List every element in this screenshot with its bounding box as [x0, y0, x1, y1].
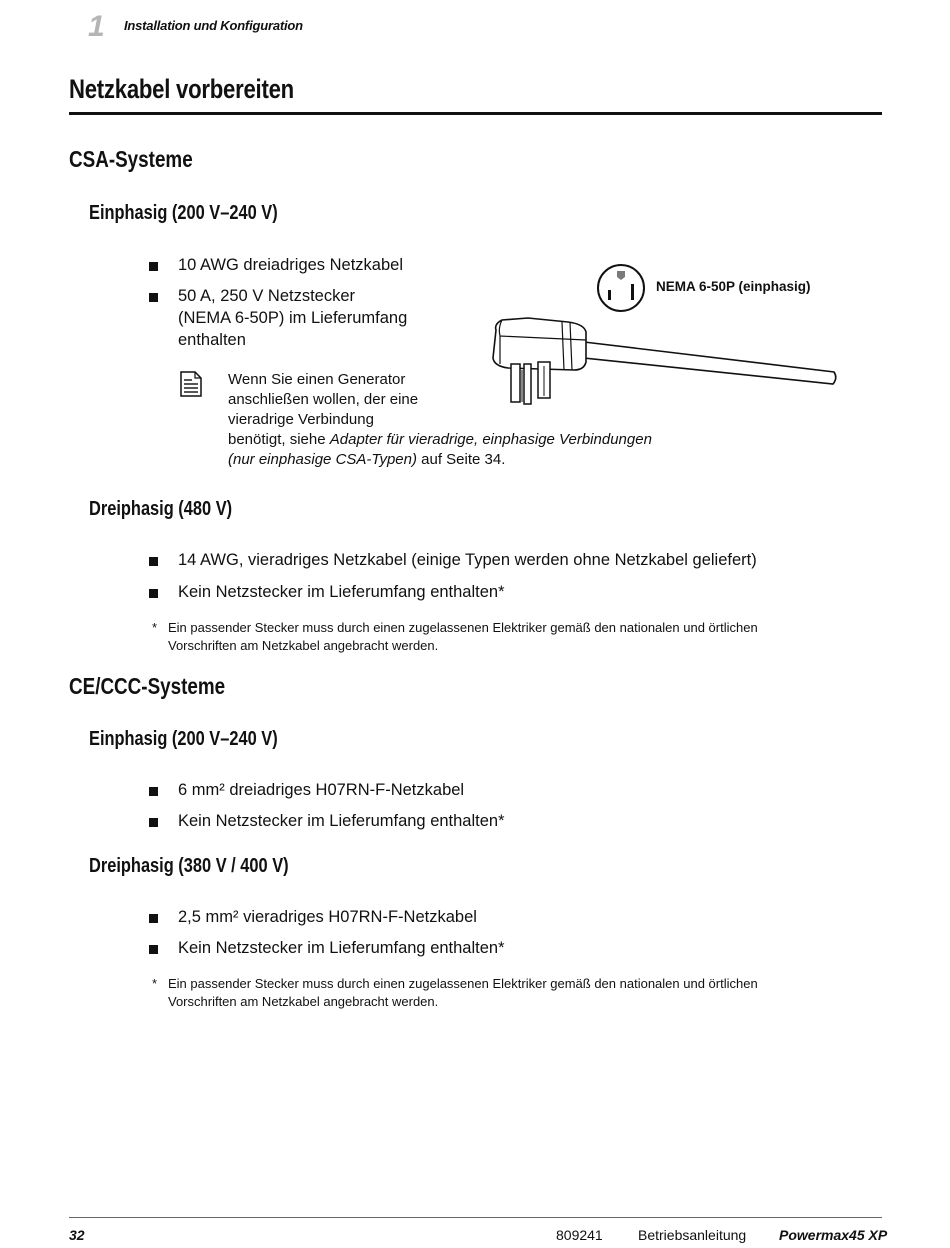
footer-divider — [69, 1217, 882, 1218]
chapter-title: Installation und Konfiguration — [124, 18, 303, 33]
list-item: 14 AWG, vieradriges Netzkabel (einige Typen werden ohne Netzkabel geliefert) — [178, 551, 757, 569]
bullet-marker — [149, 914, 158, 923]
title-divider — [69, 112, 882, 115]
list-item: 10 AWG dreiadriges Netzkabel — [178, 256, 403, 274]
note-line: Wenn Sie einen Generator — [228, 371, 406, 388]
list-item: Kein Netzstecker im Lieferumfang enthalten* — [178, 583, 505, 601]
list-item: Kein Netzstecker im Lieferumfang enthalten* — [178, 939, 505, 957]
list-item — [178, 285, 407, 351]
footnote — [168, 975, 848, 1011]
note-line: vieradrige Verbindung — [228, 411, 374, 428]
list-item-line: enthalten — [178, 331, 246, 349]
list-item: 6 mm² dreiadriges H07RN-F-Netzkabel — [178, 781, 465, 799]
bullet-marker — [149, 945, 158, 954]
note-suffix: auf Seite 34. — [416, 451, 506, 468]
bullet-marker — [149, 818, 158, 827]
note-icon — [180, 371, 202, 402]
list-item-line: 50 A, 250 V Netzstecker — [178, 287, 356, 305]
note-reference-link[interactable]: Adapter für vieradrige, einphasige Verbindungen — [329, 431, 652, 448]
page-number: 32 — [69, 1227, 85, 1243]
footnote-line: Vorschriften am Netzkabel angebracht werden. — [168, 994, 439, 1009]
bullet-marker — [149, 557, 158, 566]
footnote-line: Vorschriften am Netzkabel angebracht werden. — [168, 638, 439, 653]
ce-three-phase-heading: Dreiphasig (380 V / 400 V) — [89, 855, 289, 877]
note-line: anschließen wollen, der eine — [228, 391, 419, 408]
page-title: Netzkabel vorbereiten — [69, 74, 294, 104]
figure-label: NEMA 6-50P (einphasig) — [656, 279, 811, 294]
csa-single-phase-heading: Einphasig (200 V–240 V) — [89, 202, 278, 224]
bullet-marker — [149, 262, 158, 271]
footnote-line: Ein passender Stecker muss durch einen zugelassenen Elektriker gemäß den nationalen und örtlichen — [168, 620, 758, 635]
note-reference-link-cont[interactable]: (nur einphasige CSA-Typen) — [228, 451, 417, 468]
ce-single-phase-heading: Einphasig (200 V–240 V) — [89, 728, 278, 750]
footnote — [168, 619, 848, 655]
bullet-marker — [149, 589, 158, 598]
bullet-marker — [149, 293, 158, 302]
footnote-line: Ein passender Stecker muss durch einen zugelassenen Elektriker gemäß den nationalen und örtlichen — [168, 976, 758, 991]
bullet-marker — [149, 787, 158, 796]
list-item-line: (NEMA 6-50P) im Lieferumfang — [178, 309, 408, 327]
list-item: 2,5 mm² vieradriges H07RN-F-Netzkabel — [178, 908, 477, 926]
document-number: 809241 — [556, 1227, 603, 1243]
chapter-number: 1 — [88, 10, 105, 43]
csa-heading: CSA-Systeme — [69, 146, 193, 172]
note-prefix: benötigt, siehe — [228, 431, 330, 448]
list-item: Kein Netzstecker im Lieferumfang enthalten* — [178, 812, 505, 830]
product-name: Powermax45 XP — [779, 1227, 888, 1243]
document-type: Betriebsanleitung — [638, 1227, 747, 1243]
ce-heading: CE/CCC-Systeme — [69, 673, 226, 699]
csa-three-phase-heading: Dreiphasig (480 V) — [89, 498, 233, 520]
footnote-marker: * — [152, 976, 158, 991]
footnote-marker: * — [152, 620, 158, 635]
